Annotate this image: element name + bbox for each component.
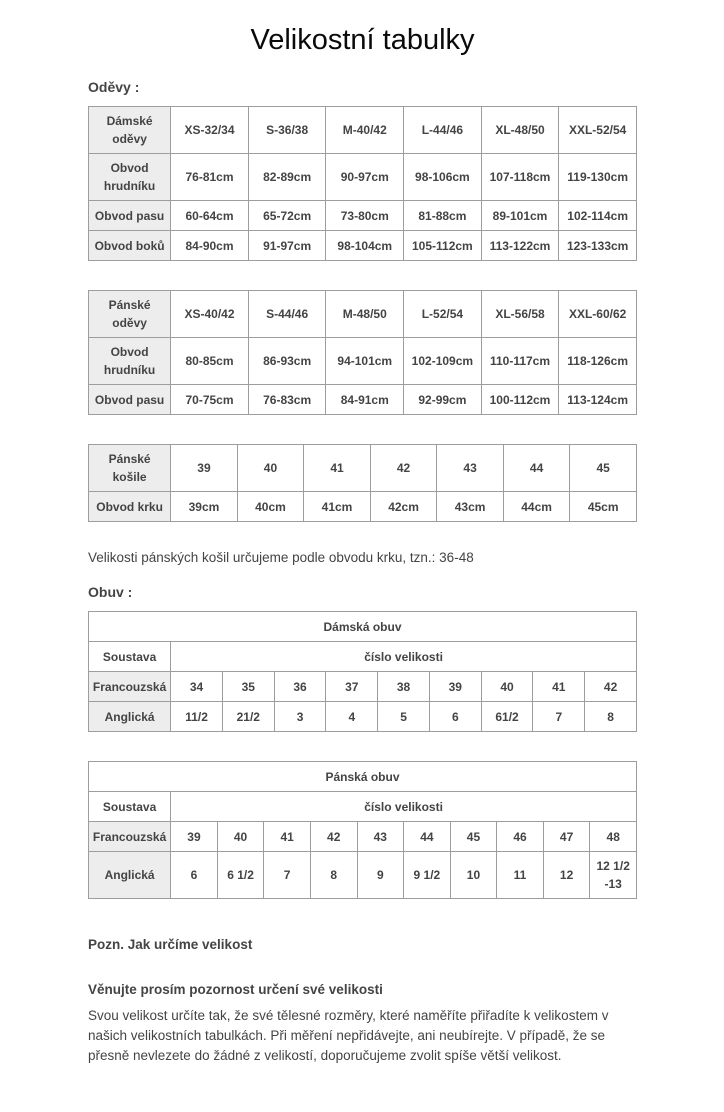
table-row: [89, 385, 637, 415]
row-label-cell: Obvod boků: [89, 231, 171, 261]
table-row: [89, 852, 637, 899]
value-cell: 42: [310, 822, 357, 852]
value-cell: 102-109cm: [404, 338, 482, 385]
value-cell: 34: [171, 672, 223, 702]
row-label-cell: Obvod pasu: [89, 201, 171, 231]
value-cell: M-40/42: [326, 107, 404, 154]
value-cell: 48: [590, 822, 637, 852]
value-cell: 113-124cm: [559, 385, 637, 415]
value-cell: 37: [326, 672, 378, 702]
value-cell: Dámská obuv: [89, 612, 637, 642]
table-row: [89, 107, 637, 154]
value-cell: 45: [570, 445, 637, 492]
value-cell: XL-48/50: [481, 107, 559, 154]
row-label-cell: Anglická: [89, 852, 171, 899]
page-title: Velikostní tabulky: [250, 24, 475, 56]
value-cell: Soustava: [89, 792, 171, 822]
value-cell: 42: [370, 445, 437, 492]
men-clothing-table-container: [88, 290, 637, 415]
value-cell: 44: [404, 822, 451, 852]
table-row: [89, 612, 637, 642]
value-cell: 102-114cm: [559, 201, 637, 231]
value-cell: 12 1/2 -13: [590, 852, 637, 899]
table-row: [89, 642, 637, 672]
value-cell: 39cm: [171, 492, 238, 522]
sizing-notes-block: [88, 935, 637, 1066]
table-row: [89, 762, 637, 792]
value-cell: 40cm: [237, 492, 304, 522]
value-cell: 110-117cm: [481, 338, 559, 385]
value-cell: S-44/46: [248, 291, 326, 338]
men-shirts-table: [88, 444, 637, 522]
men-shoes-table-container: [88, 761, 637, 899]
value-cell: 70-75cm: [171, 385, 249, 415]
women-clothing-table: [88, 106, 637, 261]
row-label-cell: Obvod hrudníku: [89, 154, 171, 201]
value-cell: 40: [237, 445, 304, 492]
value-cell: 119-130cm: [559, 154, 637, 201]
note-title: Pozn. Jak určíme velikost: [88, 937, 253, 953]
value-cell: 7: [533, 702, 585, 732]
value-cell: 123-133cm: [559, 231, 637, 261]
value-cell: 113-122cm: [481, 231, 559, 261]
value-cell: 73-80cm: [326, 201, 404, 231]
value-cell: 40: [481, 672, 533, 702]
value-cell: 76-83cm: [248, 385, 326, 415]
table-row: [89, 702, 637, 732]
table-row: [89, 822, 637, 852]
value-cell: 80-85cm: [171, 338, 249, 385]
value-cell: 39: [171, 445, 238, 492]
table-row: [89, 672, 637, 702]
value-cell: 3: [274, 702, 326, 732]
value-cell: 84-90cm: [171, 231, 249, 261]
women-clothing-table-container: [88, 106, 637, 261]
value-cell: 84-91cm: [326, 385, 404, 415]
value-cell: 8: [310, 852, 357, 899]
value-cell: 92-99cm: [404, 385, 482, 415]
value-cell: XS-40/42: [171, 291, 249, 338]
value-cell: číslo velikosti: [171, 792, 637, 822]
value-cell: 43: [357, 822, 404, 852]
table-row: [89, 231, 637, 261]
table-row: [89, 154, 637, 201]
value-cell: 41: [264, 822, 311, 852]
table-row: [89, 291, 637, 338]
value-cell: 41cm: [304, 492, 371, 522]
value-cell: 44cm: [503, 492, 570, 522]
value-cell: Soustava: [89, 642, 171, 672]
value-cell: 107-118cm: [481, 154, 559, 201]
shoes-section-heading: Obuv :: [88, 584, 133, 601]
value-cell: 100-112cm: [481, 385, 559, 415]
value-cell: 94-101cm: [326, 338, 404, 385]
value-cell: 5: [378, 702, 430, 732]
value-cell: 86-93cm: [248, 338, 326, 385]
men-clothing-table: [88, 290, 637, 415]
value-cell: 43: [437, 445, 504, 492]
note-paragraph: Svou velikost určíte tak, že své tělesné rozměry, které naměříte přiřadíte k velikostem v našich velikostních tabulkách. Při měření nepřidávejte, ani neubírejte. V případě, že se přesně nevlezete do žádné z velikostí, doporučujeme zvolit spíše větší velikost.: [88, 1007, 609, 1064]
value-cell: 98-104cm: [326, 231, 404, 261]
value-cell: 41: [533, 672, 585, 702]
value-cell: 41: [304, 445, 371, 492]
value-cell: 65-72cm: [248, 201, 326, 231]
value-cell: 12: [543, 852, 590, 899]
note-subtitle: Věnujte prosím pozornost určení své velikosti: [88, 981, 383, 997]
women-shoes-table-container: [88, 611, 637, 732]
value-cell: 11: [497, 852, 544, 899]
value-cell: 89-101cm: [481, 201, 559, 231]
row-label-cell: Obvod krku: [89, 492, 171, 522]
value-cell: 118-126cm: [559, 338, 637, 385]
value-cell: 6 1/2: [217, 852, 264, 899]
value-cell: 91-97cm: [248, 231, 326, 261]
value-cell: 21/2: [222, 702, 274, 732]
value-cell: 36: [274, 672, 326, 702]
value-cell: 35: [222, 672, 274, 702]
value-cell: 9: [357, 852, 404, 899]
value-cell: L-52/54: [404, 291, 482, 338]
value-cell: 60-64cm: [171, 201, 249, 231]
value-cell: 44: [503, 445, 570, 492]
value-cell: 6: [429, 702, 481, 732]
row-label-cell: Francouzská: [89, 672, 171, 702]
value-cell: XXL-60/62: [559, 291, 637, 338]
value-cell: 39: [429, 672, 481, 702]
value-cell: 9 1/2: [404, 852, 451, 899]
value-cell: M-48/50: [326, 291, 404, 338]
value-cell: 81-88cm: [404, 201, 482, 231]
value-cell: 11/2: [171, 702, 223, 732]
row-label-cell: Pánské košile: [89, 445, 171, 492]
men-shoes-table: [88, 761, 637, 899]
value-cell: číslo velikosti: [171, 642, 637, 672]
value-cell: Pánská obuv: [89, 762, 637, 792]
value-cell: 45: [450, 822, 497, 852]
men-shirts-table-container: [88, 444, 637, 522]
value-cell: 39: [171, 822, 218, 852]
value-cell: XS-32/34: [171, 107, 249, 154]
women-shoes-table: [88, 611, 637, 732]
value-cell: 4: [326, 702, 378, 732]
value-cell: 98-106cm: [404, 154, 482, 201]
row-label-cell: Obvod hrudníku: [89, 338, 171, 385]
row-label-cell: Pánské oděvy: [89, 291, 171, 338]
shirt-sizing-note: Velikosti pánských košil určujeme podle obvodu krku, tzn.: 36-48: [88, 550, 474, 565]
value-cell: 105-112cm: [404, 231, 482, 261]
value-cell: 82-89cm: [248, 154, 326, 201]
table-row: [89, 338, 637, 385]
value-cell: XL-56/58: [481, 291, 559, 338]
value-cell: 46: [497, 822, 544, 852]
table-row: [89, 201, 637, 231]
row-label-cell: Francouzská: [89, 822, 171, 852]
clothing-section-heading: Oděvy :: [88, 79, 140, 95]
value-cell: 6: [171, 852, 218, 899]
value-cell: 38: [378, 672, 430, 702]
value-cell: 61/2: [481, 702, 533, 732]
value-cell: 7: [264, 852, 311, 899]
row-label-cell: Obvod pasu: [89, 385, 171, 415]
table-row: [89, 445, 637, 492]
value-cell: 45cm: [570, 492, 637, 522]
value-cell: 42: [585, 672, 637, 702]
value-cell: L-44/46: [404, 107, 482, 154]
row-label-cell: Dámské oděvy: [89, 107, 171, 154]
value-cell: 47: [543, 822, 590, 852]
value-cell: 42cm: [370, 492, 437, 522]
value-cell: 90-97cm: [326, 154, 404, 201]
value-cell: 8: [585, 702, 637, 732]
table-row: [89, 492, 637, 522]
value-cell: 76-81cm: [171, 154, 249, 201]
value-cell: XXL-52/54: [559, 107, 637, 154]
value-cell: 10: [450, 852, 497, 899]
value-cell: S-36/38: [248, 107, 326, 154]
table-row: [89, 792, 637, 822]
value-cell: 40: [217, 822, 264, 852]
value-cell: 43cm: [437, 492, 504, 522]
row-label-cell: Anglická: [89, 702, 171, 732]
